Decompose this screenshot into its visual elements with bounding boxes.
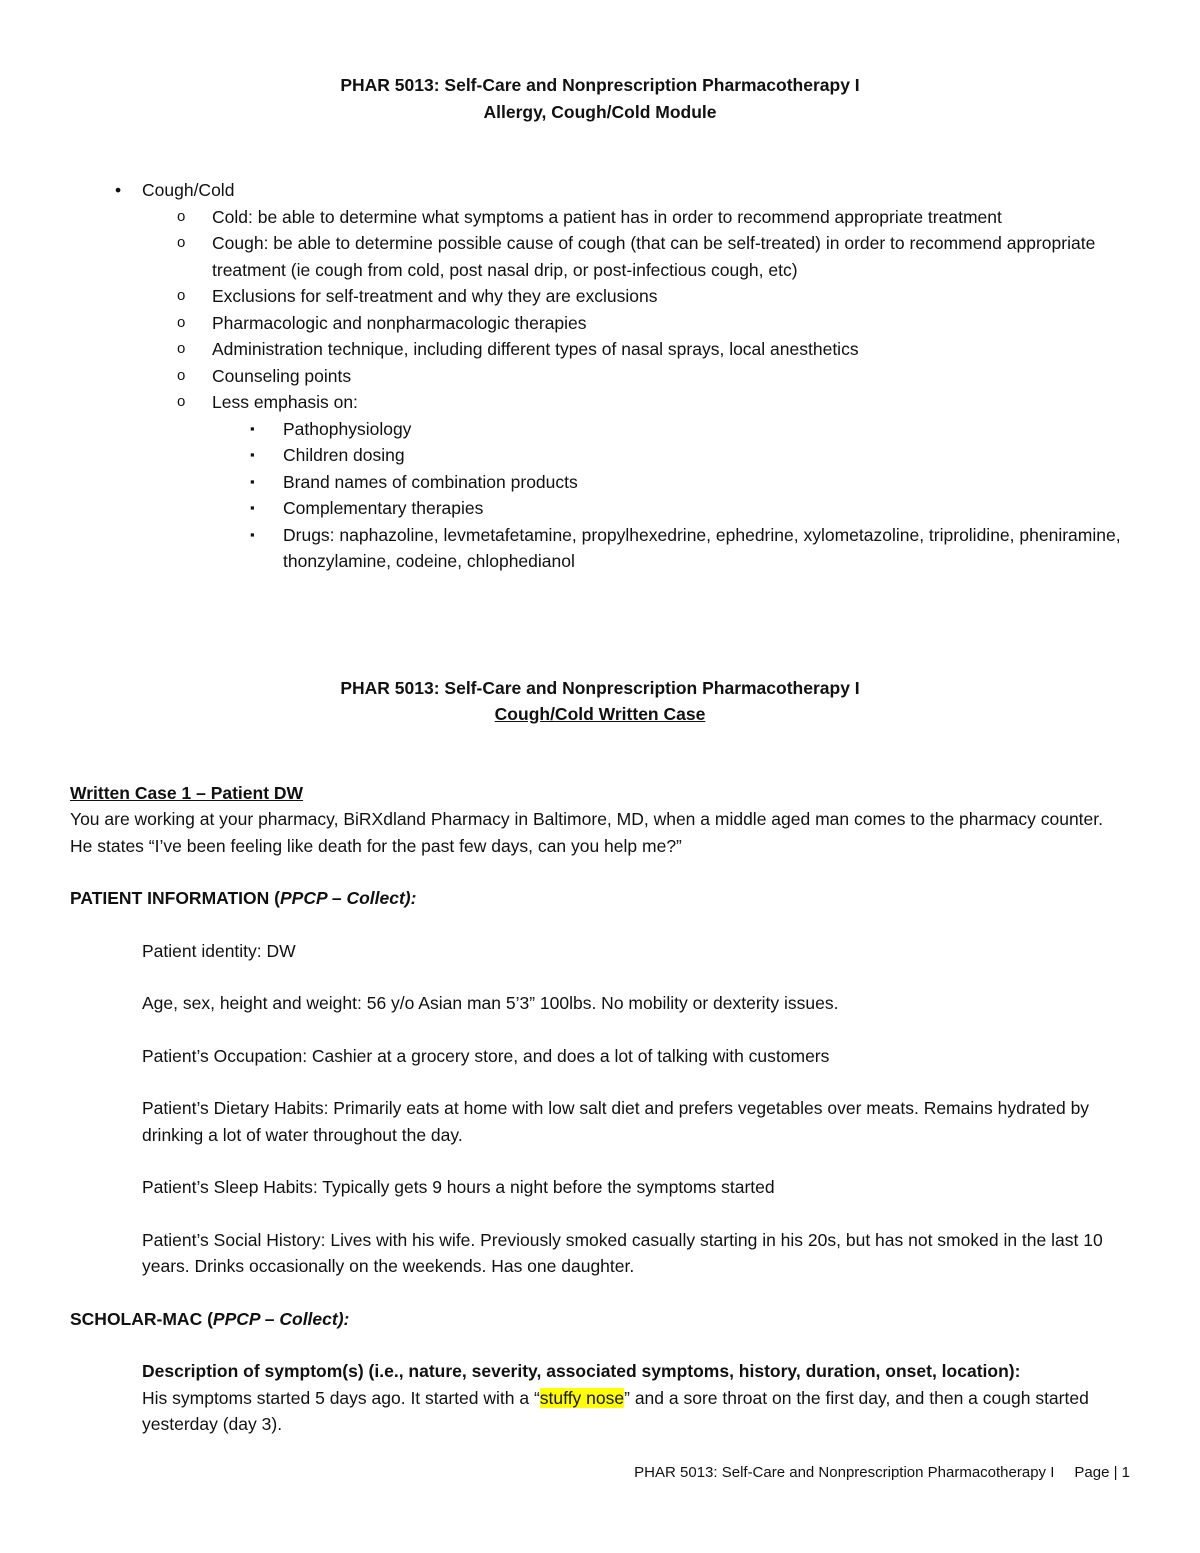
case-intro: You are working at your pharmacy, BiRXdland Pharmacy in Baltimore, MD, when a middle aged man comes to the pharmacy counter. He states “I’ve been feeling like death for the past few days, can you help me?” — [70, 809, 1104, 856]
footer-text: PHAR 5013: Self-Care and Nonprescription Pharmacotherapy I — [634, 1464, 1055, 1481]
list-item: o Cold: be able to determine what symptoms a patient has in order to recommend appropriate treatment — [70, 204, 1130, 231]
list-item: o Exclusions for self-treatment and why they are exclusions — [70, 283, 1130, 310]
case-title: PHAR 5013: Self-Care and Nonprescription Pharmacotherapy I — [340, 677, 860, 698]
list-item: ▪ Children dosing — [70, 442, 1130, 469]
field-social: Patient’s Social History: Lives with his wife. Previously smoked casually starting in his 20s, but has not smoked in the last 10 years. Drinks occasionally on the weekends. Has one daughter. — [142, 1229, 1103, 1276]
case-subtitle: Cough/Cold Written Case — [494, 704, 706, 724]
topic-sub-list — [142, 204, 1130, 575]
module-topic-list — [70, 177, 1130, 575]
topic-item: • Cough/Cold o Cold: be able to determine what symptoms a patient has in order to recommend appropriate treatment o Cough: be able to determine possible cause of cough (that can be self-treated) in order to recommend appropriate treatment (ie cough from cold, post nasal drip, or post-infectious cough, etc) o Exclusions for self-treatment and why they are exclusions o Pharmacologic and nonpharmacologic therapies o Administration technique, including different types of nasal sprays, local anesthetics o Counseling points o Less emphasis on: ▪ Pathophysiology ▪ Children dosing ▪ Brand names of combination products ▪ Complementary therapies ▪ Drugs: naphazoline, levmetafetamine, propylhexedrine, ephedrine, xylometazoline, triprolidine, pheniramine, thonzylamine, codeine, chlophedianol — [70, 177, 1130, 575]
symptom-text: His symptoms started 5 days ago. It started with a “stuffy nose” and a sore throat on the first day, and then a cough started yesterday (day 3). — [142, 1387, 1089, 1434]
field-diet: Patient’s Dietary Habits: Primarily eats at home with low salt diet and prefers vegetables over meats. Remains hydrated by drinking a lot of water throughout the day. — [142, 1098, 1090, 1145]
symptom-heading: Description of symptom(s) (i.e., nature, severity, associated symptoms, history, duration, onset, location): — [142, 1361, 1021, 1381]
list-item: ▪ Pathophysiology — [70, 416, 1130, 443]
list-item: o Administration technique, including different types of nasal sprays, local anesthetics — [70, 336, 1130, 363]
document-page — [70, 72, 1130, 1438]
field-occupation: Patient’s Occupation: Cashier at a grocery store, and does a lot of talking with customers — [142, 1045, 830, 1066]
list-item-less-emphasis: o Less emphasis on: ▪ Pathophysiology ▪ Children dosing ▪ Brand names of combination products ▪ Complementary therapies ▪ Drugs: naphazoline, levmetafetamine, propylhexedrine, ephedrine, xylometazoline, triprolidine, pheniramine, thonzylamine, codeine, chlophedianol — [70, 389, 1130, 575]
field-identity: Patient identity: DW — [142, 940, 296, 961]
module-header — [70, 72, 1130, 125]
less-emphasis-list — [212, 416, 1130, 575]
list-item: ▪ Brand names of combination products — [70, 469, 1130, 496]
page-footer — [634, 1460, 1130, 1487]
module-subtitle: Allergy, Cough/Cold Module — [483, 101, 717, 122]
patient-info-heading: PATIENT INFORMATION (PPCP – Collect): — [70, 888, 417, 908]
list-item: ▪ Complementary therapies — [70, 495, 1130, 522]
patient-fields — [70, 938, 1130, 1280]
module-title: PHAR 5013: Self-Care and Nonprescription Pharmacotherapy I — [340, 75, 860, 95]
list-item: o Counseling points — [70, 363, 1130, 390]
case-header — [70, 675, 1130, 728]
field-sleep: Patient’s Sleep Habits: Typically gets 9 hours a night before the symptoms started — [142, 1177, 775, 1197]
scholar-heading: SCHOLAR-MAC (PPCP – Collect): — [70, 1308, 350, 1329]
symptom-section — [70, 1358, 1130, 1438]
list-item: o Cough: be able to determine possible cause of cough (that can be self-treated) in order to recommend appropriate treatment (ie cough from cold, post nasal drip, or post-infectious cough, etc) — [70, 230, 1130, 283]
case-heading: Written Case 1 – Patient DW — [70, 782, 304, 803]
list-item: ▪ Drugs: naphazoline, levmetafetamine, propylhexedrine, ephedrine, xylometazoline, triprolidine, pheniramine, thonzylamine, codeine, chlophedianol — [70, 522, 1130, 575]
highlighted-text: stuffy nose — [539, 1387, 625, 1408]
page-number: Page | 1 — [1074, 1464, 1130, 1481]
field-demographics: Age, sex, height and weight: 56 y/o Asian man 5’3” 100lbs. No mobility or dexterity issues. — [142, 993, 839, 1013]
list-item: o Pharmacologic and nonpharmacologic therapies — [70, 310, 1130, 337]
